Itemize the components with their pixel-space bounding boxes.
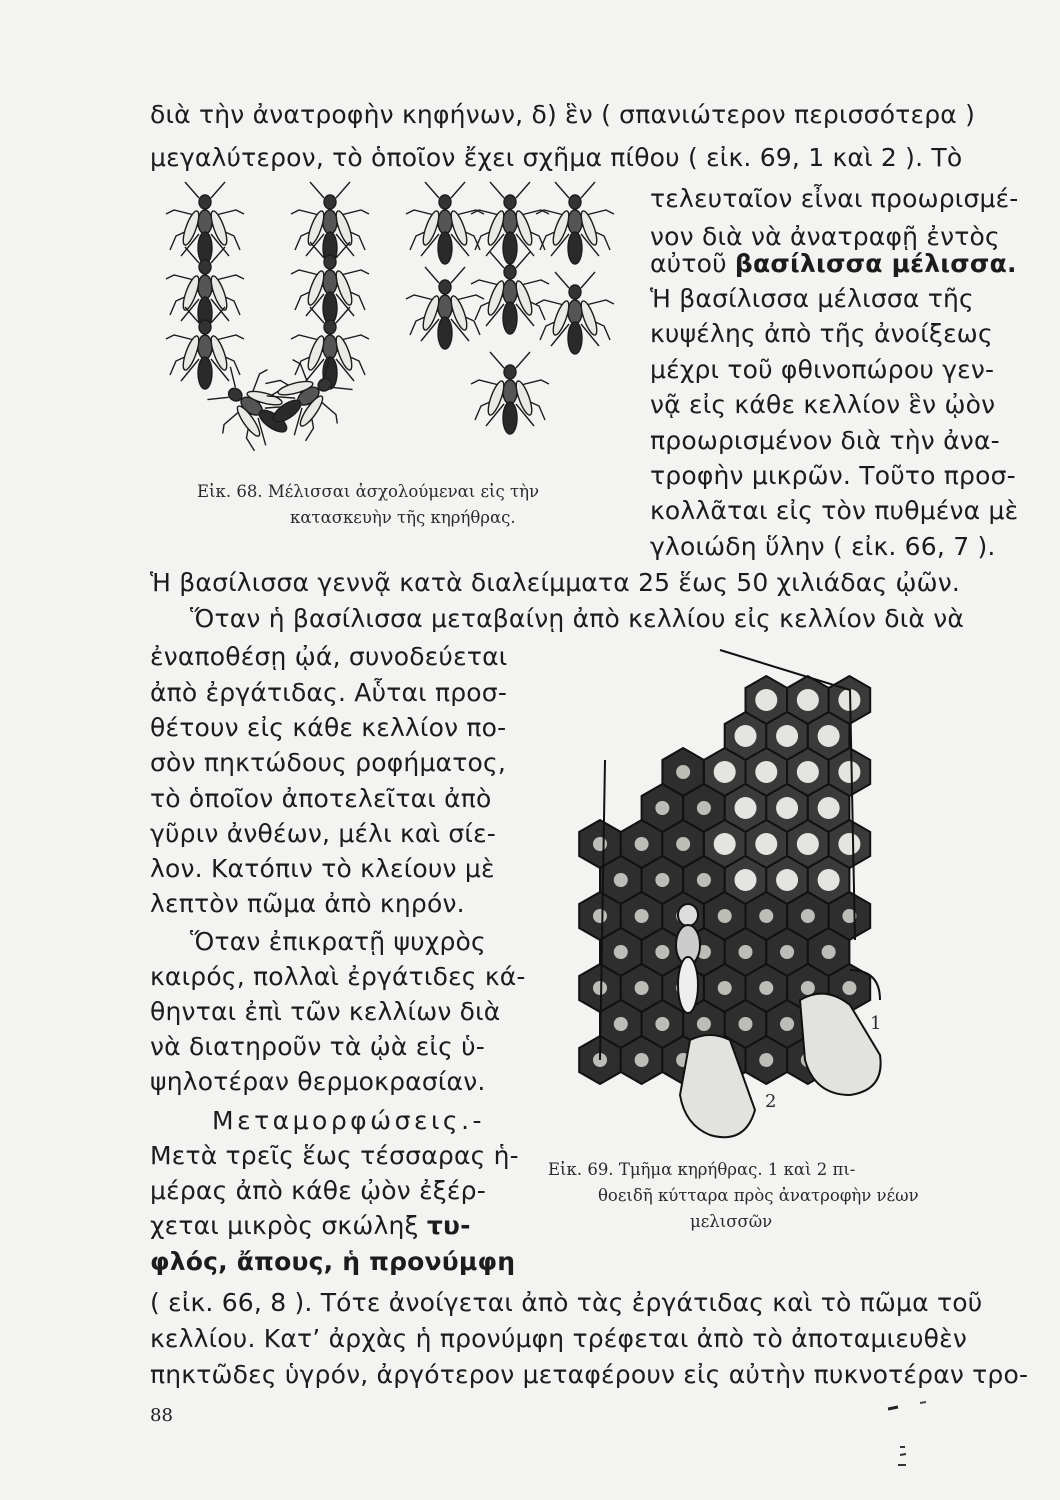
cell-content [738, 945, 752, 959]
text-line: Ἡ βασίλισσα γεννᾷ κατὰ διαλείμματα 25 ἕως 50 χιλιάδας ᾠῶν. [150, 568, 961, 597]
cell-content [655, 801, 669, 815]
cell-content [838, 761, 860, 783]
figure-68-caption: Εἰκ. 68. Μέλισσαι ἀσχολούμεναι εἰς τὴν [197, 482, 540, 501]
cell-content [635, 981, 649, 995]
text-line: προωρισμένον διὰ τὴν ἀνα- [650, 426, 1000, 455]
figure-69-marker-1: 1 [870, 1013, 882, 1034]
cell-content [776, 797, 798, 819]
figure-68-caption-line2: κατασκευὴν τῆς κηρήθρας. [290, 508, 516, 527]
bee-drawing [166, 182, 244, 264]
figure-69-illustration [570, 640, 900, 1150]
cell-content [697, 1017, 711, 1031]
cell-content [734, 869, 756, 891]
cell-content [801, 981, 815, 995]
cell-content [801, 909, 815, 923]
cell-content [755, 761, 777, 783]
page-number: 88 [150, 1405, 173, 1426]
figure-68-illustration [160, 180, 640, 480]
text-line: γῦριν ἀνθέων, μέλι καὶ σίε- [150, 819, 497, 848]
cell-content [780, 1017, 794, 1031]
text-line: ( εἰκ. 66, 8 ). Τότε ἀνοίγεται ἀπὸ τὰς ἐργάτιδας καὶ τὸ πῶμα τοῦ [150, 1288, 983, 1317]
cell-content [755, 833, 777, 855]
text-line: θηνται ἐπὶ τῶν κελλίων διὰ [150, 997, 501, 1026]
text-line: χεται μικρὸς σκώληξ τυ- [150, 1211, 471, 1240]
cell-content [714, 833, 736, 855]
figure-69-caption-line2: θοειδῆ κύτταρα πρὸς ἀνατροφὴν νέων [598, 1186, 919, 1205]
section-heading: Μεταμορφώσεις.- [212, 1106, 486, 1135]
bee-drawing [536, 182, 614, 264]
cell-content [697, 873, 711, 887]
cell-content [718, 981, 732, 995]
cell-content [635, 1053, 649, 1067]
cell-content [818, 797, 840, 819]
cell-content [714, 761, 736, 783]
cell-content [635, 909, 649, 923]
text-line: μεγαλύτερον, τὸ ὁποῖον ἔχει σχῆμα πίθου ( εἰκ. 69, 1 καὶ 2 ). Τὸ [150, 143, 963, 172]
text-line: Ὅταν ἐπικρατῇ ψυχρὸς [190, 927, 486, 956]
cell-content [759, 909, 773, 923]
text-line: Ὅταν ἡ βασίλισσα μεταβαίνῃ ἀπὸ κελλίου εἰς κελλίον διὰ νὰ [190, 604, 965, 633]
text-line: νὰ διατηροῦν τὰ ᾠὰ εἰς ὑ- [150, 1032, 485, 1061]
bold-term: βασίλισσα μέλισσα. [734, 249, 1017, 278]
text-line: ἐναποθέσῃ ᾠά, συνοδεύεται [150, 642, 508, 671]
text-line: λον. Κατόπιν τὸ κλείουν μὲ [150, 854, 495, 883]
cell-content [776, 869, 798, 891]
text-line: κελλίου. Κατ’ ἀρχὰς ἡ προνύμφη τρέφεται ἀπὸ τὸ ἀποταμιευθὲν [150, 1324, 967, 1353]
cell-content [614, 945, 628, 959]
cell-content [838, 833, 860, 855]
text-line-bold: φλός, ἄπους, ἡ προνύμφη [150, 1247, 516, 1276]
cell-content [593, 981, 607, 995]
text-line: διὰ τὴν ἀνατροφὴν κηφήνων, δ) ἓν ( σπανιώτερον περισσότερα ) [150, 100, 976, 129]
cell-content [635, 837, 649, 851]
cell-content [738, 1017, 752, 1031]
text-line: Μετὰ τρεῖς ἕως τέσσαρας ἡ- [150, 1141, 519, 1170]
text-line: ἀπὸ ἐργάτιδας. Αὗται προσ- [150, 678, 508, 707]
text-line: τροφὴν μικρῶν. Τοῦτο προσ- [650, 461, 1016, 490]
text-line: κυψέλης ἀπὸ τῆς ἀνοίξεως [650, 319, 993, 348]
cell-content [759, 981, 773, 995]
cell-content [697, 801, 711, 815]
cell-content [780, 945, 794, 959]
figure-69-caption-line3: μελισσῶν [690, 1212, 773, 1231]
queen-bee-drawing [676, 904, 700, 1013]
text-line: μέρας ἀπὸ κάθε ᾠὸν ἐξέρ- [150, 1176, 486, 1205]
bee-drawing [536, 272, 614, 354]
cell-content [818, 725, 840, 747]
cell-content [797, 833, 819, 855]
text-line: πηκτῶδες ὑγρόν, ἀργότερον μεταφέρουν εἰς αὐτὴν πυκνοτέραν τρο- [150, 1360, 1029, 1389]
cell-content [842, 981, 856, 995]
cell-content [755, 689, 777, 711]
text-line: αὐτοῦ βασίλισσα μέλισσα. [650, 249, 1017, 278]
text-line: νον διὰ νὰ ἀνατραφῇ ἐντὸς [650, 222, 1000, 251]
bee-drawing [471, 352, 549, 434]
text-line: γλοιώδη ὕλην ( εἰκ. 66, 7 ). [650, 532, 996, 561]
cell-content [676, 765, 690, 779]
text-line: νᾷ εἰς κάθε κελλίον ἓν ᾠὸν [650, 390, 996, 419]
text-line: τὸ ὁποῖον ἀποτελεῖται ἀπὸ [150, 784, 492, 813]
figure-label: Εἰκ. 69. [548, 1160, 614, 1179]
figure-69-caption: Εἰκ. 69. Τμῆμα κηρήθρας. 1 καὶ 2 πι- [548, 1160, 856, 1179]
text-line: σὸν πηκτώδους ροφήματος, [150, 748, 506, 777]
text-line: θέτουν εἰς κάθε κελλίον πο- [150, 713, 507, 742]
cell-content [655, 873, 669, 887]
cell-content [676, 837, 690, 851]
figure-69-marker-2: 2 [765, 1091, 777, 1112]
bee-drawing [291, 242, 369, 324]
cell-content [614, 1017, 628, 1031]
cell-content [718, 909, 732, 923]
cell-content [818, 869, 840, 891]
text-line: μέχρι τοῦ φθινοπώρου γεν- [650, 355, 995, 384]
text-line: λεπτὸν πῶμα ἀπὸ κηρόν. [150, 889, 465, 918]
cell-content [797, 761, 819, 783]
text-line: τελευταῖον εἶναι προωρισμέ- [650, 184, 1019, 213]
cell-content [776, 725, 798, 747]
text-line: ψηλοτέραν θερμοκρασίαν. [150, 1067, 486, 1096]
text-line: Ἡ βασίλισσα μέλισσα τῆς [650, 284, 974, 313]
scan-specks [870, 1385, 950, 1495]
cell-content [614, 873, 628, 887]
cell-content [822, 945, 836, 959]
text-line: κολλᾶται εἰς τὸν πυθμένα μὲ [650, 496, 1019, 525]
cell-content [593, 837, 607, 851]
bold-term: τυ- [426, 1211, 471, 1240]
cell-content [593, 909, 607, 923]
figure-label: Εἰκ. 68. [197, 482, 263, 501]
bee-drawing [406, 267, 484, 349]
bee-drawing [406, 182, 484, 264]
cell-content [759, 1053, 773, 1067]
bee-drawing [471, 182, 549, 264]
cell-content [734, 725, 756, 747]
cell-content [734, 797, 756, 819]
cell-content [655, 945, 669, 959]
bee-drawing [291, 182, 369, 264]
cell-content [655, 1017, 669, 1031]
cell-content [797, 689, 819, 711]
text-line: καιρός, πολλαὶ ἐργάτιδες κά- [150, 962, 526, 991]
